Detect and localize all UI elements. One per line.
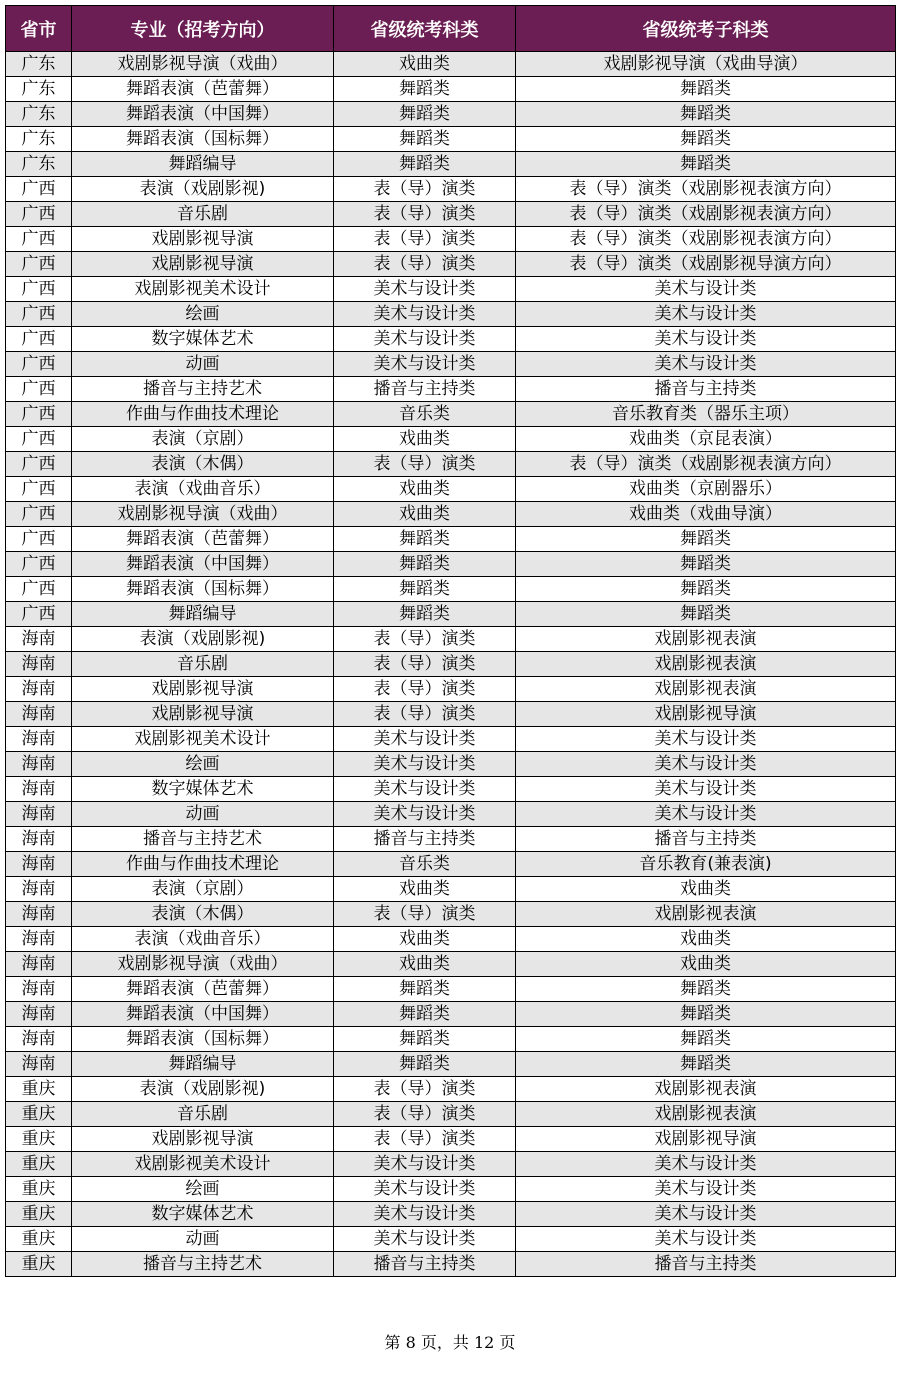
cell-exam-subcategory: 戏曲类	[516, 877, 896, 902]
cell-exam-category: 美术与设计类	[334, 1202, 516, 1227]
cell-province: 海南	[6, 627, 72, 652]
cell-exam-category: 美术与设计类	[334, 352, 516, 377]
cell-major: 表演（戏曲音乐）	[72, 927, 334, 952]
cell-exam-category: 音乐类	[334, 402, 516, 427]
table-row	[6, 227, 896, 252]
cell-exam-category: 表（导）演类	[334, 177, 516, 202]
cell-major: 播音与主持艺术	[72, 1252, 334, 1277]
cell-exam-subcategory: 表（导）演类（戏剧影视表演方向）	[516, 452, 896, 477]
cell-exam-category: 美术与设计类	[334, 777, 516, 802]
table-row	[6, 902, 896, 927]
cell-exam-subcategory: 表（导）演类（戏剧影视表演方向）	[516, 177, 896, 202]
table-header-row	[6, 6, 896, 52]
cell-major: 音乐剧	[72, 202, 334, 227]
cell-exam-subcategory: 戏曲类（京剧器乐）	[516, 477, 896, 502]
table-row	[6, 202, 896, 227]
cell-province: 广西	[6, 452, 72, 477]
cell-exam-category: 舞蹈类	[334, 152, 516, 177]
table-row	[6, 302, 896, 327]
table-row	[6, 977, 896, 1002]
cell-exam-subcategory: 舞蹈类	[516, 127, 896, 152]
cell-province: 广西	[6, 552, 72, 577]
cell-major: 戏剧影视美术设计	[72, 1152, 334, 1177]
table-row	[6, 552, 896, 577]
cell-province: 海南	[6, 977, 72, 1002]
cell-province: 海南	[6, 1052, 72, 1077]
cell-exam-category: 舞蹈类	[334, 1002, 516, 1027]
cell-exam-category: 美术与设计类	[334, 802, 516, 827]
cell-exam-category: 美术与设计类	[334, 327, 516, 352]
cell-major: 戏剧影视导演	[72, 677, 334, 702]
cell-exam-category: 表（导）演类	[334, 677, 516, 702]
cell-province: 重庆	[6, 1152, 72, 1177]
table-row	[6, 152, 896, 177]
cell-province: 广西	[6, 502, 72, 527]
table-row	[6, 627, 896, 652]
cell-exam-category: 戏曲类	[334, 927, 516, 952]
cell-major: 戏剧影视导演（戏曲）	[72, 952, 334, 977]
table-row	[6, 1227, 896, 1252]
cell-exam-subcategory: 戏曲类	[516, 952, 896, 977]
cell-exam-subcategory: 戏剧影视表演	[516, 902, 896, 927]
cell-major: 动画	[72, 802, 334, 827]
cell-exam-subcategory: 表（导）演类（戏剧影视导演方向）	[516, 252, 896, 277]
cell-major: 播音与主持艺术	[72, 827, 334, 852]
table-row	[6, 577, 896, 602]
cell-major: 舞蹈编导	[72, 152, 334, 177]
cell-exam-subcategory: 舞蹈类	[516, 527, 896, 552]
cell-exam-subcategory: 美术与设计类	[516, 327, 896, 352]
cell-exam-subcategory: 戏剧影视表演	[516, 1102, 896, 1127]
admissions-table	[5, 5, 896, 1277]
cell-exam-subcategory: 戏曲类（京昆表演）	[516, 427, 896, 452]
table-row	[6, 1127, 896, 1152]
cell-exam-subcategory: 美术与设计类	[516, 1227, 896, 1252]
table-row	[6, 177, 896, 202]
table-row	[6, 102, 896, 127]
cell-exam-category: 播音与主持类	[334, 827, 516, 852]
cell-major: 表演（木偶）	[72, 902, 334, 927]
cell-province: 广西	[6, 327, 72, 352]
table-row	[6, 952, 896, 977]
cell-major: 舞蹈编导	[72, 602, 334, 627]
cell-exam-subcategory: 播音与主持类	[516, 377, 896, 402]
cell-exam-category: 舞蹈类	[334, 577, 516, 602]
cell-province: 广西	[6, 227, 72, 252]
cell-exam-category: 舞蹈类	[334, 1027, 516, 1052]
cell-exam-subcategory: 播音与主持类	[516, 1252, 896, 1277]
cell-exam-category: 美术与设计类	[334, 1152, 516, 1177]
cell-major: 作曲与作曲技术理论	[72, 402, 334, 427]
table-row	[6, 327, 896, 352]
cell-exam-subcategory: 戏曲类	[516, 927, 896, 952]
cell-exam-subcategory: 美术与设计类	[516, 277, 896, 302]
cell-province: 重庆	[6, 1127, 72, 1152]
cell-province: 广西	[6, 602, 72, 627]
cell-exam-subcategory: 美术与设计类	[516, 1177, 896, 1202]
cell-province: 重庆	[6, 1177, 72, 1202]
table-row	[6, 402, 896, 427]
cell-exam-category: 表（导）演类	[334, 902, 516, 927]
table-row	[6, 1027, 896, 1052]
table-row	[6, 252, 896, 277]
cell-exam-subcategory: 戏剧影视导演	[516, 702, 896, 727]
cell-exam-subcategory: 戏剧影视导演（戏曲导演）	[516, 52, 896, 77]
cell-province: 广西	[6, 377, 72, 402]
table-row	[6, 1202, 896, 1227]
cell-province: 广西	[6, 352, 72, 377]
table-row	[6, 427, 896, 452]
cell-exam-category: 美术与设计类	[334, 277, 516, 302]
cell-exam-subcategory: 戏剧影视表演	[516, 1077, 896, 1102]
cell-major: 舞蹈表演（中国舞）	[72, 1002, 334, 1027]
cell-major: 舞蹈表演（国标舞）	[72, 1027, 334, 1052]
cell-province: 重庆	[6, 1252, 72, 1277]
cell-exam-category: 美术与设计类	[334, 1227, 516, 1252]
cell-major: 动画	[72, 1227, 334, 1252]
table-row	[6, 1002, 896, 1027]
cell-province: 重庆	[6, 1202, 72, 1227]
cell-major: 播音与主持艺术	[72, 377, 334, 402]
cell-province: 广东	[6, 52, 72, 77]
cell-major: 舞蹈表演（芭蕾舞）	[72, 527, 334, 552]
cell-exam-subcategory: 戏曲类（戏曲导演）	[516, 502, 896, 527]
cell-province: 广西	[6, 477, 72, 502]
cell-major: 音乐剧	[72, 652, 334, 677]
cell-major: 戏剧影视导演	[72, 227, 334, 252]
table-body	[6, 52, 896, 1277]
cell-province: 海南	[6, 852, 72, 877]
cell-exam-category: 表（导）演类	[334, 252, 516, 277]
cell-major: 戏剧影视导演	[72, 252, 334, 277]
cell-exam-subcategory: 舞蹈类	[516, 552, 896, 577]
table-row	[6, 477, 896, 502]
cell-exam-subcategory: 美术与设计类	[516, 302, 896, 327]
cell-exam-category: 表（导）演类	[334, 652, 516, 677]
cell-province: 海南	[6, 902, 72, 927]
cell-exam-category: 表（导）演类	[334, 1127, 516, 1152]
cell-exam-category: 表（导）演类	[334, 202, 516, 227]
cell-province: 重庆	[6, 1077, 72, 1102]
cell-major: 数字媒体艺术	[72, 777, 334, 802]
cell-major: 数字媒体艺术	[72, 1202, 334, 1227]
cell-exam-category: 舞蹈类	[334, 127, 516, 152]
cell-province: 重庆	[6, 1102, 72, 1127]
table-row	[6, 827, 896, 852]
cell-exam-subcategory: 美术与设计类	[516, 727, 896, 752]
cell-exam-subcategory: 舞蹈类	[516, 1027, 896, 1052]
cell-exam-category: 舞蹈类	[334, 77, 516, 102]
cell-province: 重庆	[6, 1227, 72, 1252]
cell-exam-category: 表（导）演类	[334, 1102, 516, 1127]
cell-province: 广东	[6, 152, 72, 177]
cell-exam-subcategory: 戏剧影视表演	[516, 652, 896, 677]
cell-major: 戏剧影视导演	[72, 702, 334, 727]
cell-exam-category: 舞蹈类	[334, 527, 516, 552]
cell-province: 海南	[6, 827, 72, 852]
cell-major: 作曲与作曲技术理论	[72, 852, 334, 877]
cell-province: 广西	[6, 202, 72, 227]
cell-exam-subcategory: 表（导）演类（戏剧影视表演方向）	[516, 227, 896, 252]
header-exam-category: 省级统考科类	[334, 6, 516, 52]
cell-exam-category: 舞蹈类	[334, 977, 516, 1002]
cell-major: 绘画	[72, 1177, 334, 1202]
cell-province: 广东	[6, 127, 72, 152]
cell-exam-category: 舞蹈类	[334, 602, 516, 627]
cell-province: 广西	[6, 277, 72, 302]
table-row	[6, 602, 896, 627]
cell-exam-category: 戏曲类	[334, 52, 516, 77]
cell-exam-subcategory: 美术与设计类	[516, 1202, 896, 1227]
cell-exam-category: 戏曲类	[334, 427, 516, 452]
cell-province: 广西	[6, 527, 72, 552]
cell-exam-category: 戏曲类	[334, 477, 516, 502]
cell-exam-category: 美术与设计类	[334, 727, 516, 752]
cell-exam-subcategory: 播音与主持类	[516, 827, 896, 852]
cell-exam-subcategory: 戏剧影视表演	[516, 677, 896, 702]
cell-exam-subcategory: 美术与设计类	[516, 802, 896, 827]
cell-major: 表演（京剧）	[72, 877, 334, 902]
table-row	[6, 777, 896, 802]
cell-major: 舞蹈表演（芭蕾舞）	[72, 77, 334, 102]
cell-exam-category: 戏曲类	[334, 877, 516, 902]
cell-province: 海南	[6, 777, 72, 802]
cell-province: 广西	[6, 577, 72, 602]
cell-major: 表演（戏曲音乐）	[72, 477, 334, 502]
cell-province: 海南	[6, 1002, 72, 1027]
cell-province: 海南	[6, 752, 72, 777]
cell-province: 广西	[6, 252, 72, 277]
cell-exam-category: 表（导）演类	[334, 702, 516, 727]
cell-province: 广西	[6, 302, 72, 327]
cell-exam-subcategory: 戏剧影视导演	[516, 1127, 896, 1152]
table-row	[6, 852, 896, 877]
cell-major: 舞蹈编导	[72, 1052, 334, 1077]
cell-major: 戏剧影视导演（戏曲）	[72, 52, 334, 77]
cell-major: 戏剧影视美术设计	[72, 727, 334, 752]
cell-exam-subcategory: 表（导）演类（戏剧影视表演方向）	[516, 202, 896, 227]
cell-exam-category: 音乐类	[334, 852, 516, 877]
cell-major: 表演（戏剧影视)	[72, 627, 334, 652]
table-row	[6, 377, 896, 402]
table-row	[6, 52, 896, 77]
table-row	[6, 452, 896, 477]
cell-major: 表演（戏剧影视)	[72, 1077, 334, 1102]
cell-exam-category: 美术与设计类	[334, 752, 516, 777]
table-row	[6, 752, 896, 777]
cell-major: 表演（京剧）	[72, 427, 334, 452]
cell-exam-subcategory: 舞蹈类	[516, 77, 896, 102]
cell-exam-subcategory: 美术与设计类	[516, 752, 896, 777]
cell-exam-subcategory: 舞蹈类	[516, 1002, 896, 1027]
table-row	[6, 1052, 896, 1077]
cell-province: 海南	[6, 1027, 72, 1052]
cell-major: 表演（木偶）	[72, 452, 334, 477]
cell-exam-category: 表（导）演类	[334, 1077, 516, 1102]
cell-major: 表演（戏剧影视)	[72, 177, 334, 202]
page-footer: 第 8 页，共 12 页	[384, 1333, 516, 1352]
cell-exam-category: 美术与设计类	[334, 1177, 516, 1202]
table-row	[6, 1177, 896, 1202]
table-row	[6, 277, 896, 302]
cell-exam-subcategory: 音乐教育类（器乐主项）	[516, 402, 896, 427]
table-row	[6, 652, 896, 677]
cell-exam-category: 表（导）演类	[334, 452, 516, 477]
cell-exam-category: 表（导）演类	[334, 227, 516, 252]
cell-province: 广东	[6, 102, 72, 127]
table-row	[6, 1152, 896, 1177]
table-row	[6, 352, 896, 377]
cell-province: 广西	[6, 177, 72, 202]
cell-major: 舞蹈表演（国标舞）	[72, 127, 334, 152]
cell-exam-subcategory: 美术与设计类	[516, 352, 896, 377]
table-row	[6, 502, 896, 527]
table-row	[6, 877, 896, 902]
cell-province: 海南	[6, 927, 72, 952]
cell-exam-category: 播音与主持类	[334, 1252, 516, 1277]
cell-province: 海南	[6, 952, 72, 977]
cell-major: 动画	[72, 352, 334, 377]
cell-exam-subcategory: 舞蹈类	[516, 577, 896, 602]
table-row	[6, 527, 896, 552]
cell-exam-subcategory: 戏剧影视表演	[516, 627, 896, 652]
cell-province: 海南	[6, 727, 72, 752]
cell-exam-category: 戏曲类	[334, 502, 516, 527]
cell-major: 绘画	[72, 752, 334, 777]
table-row	[6, 1077, 896, 1102]
cell-major: 舞蹈表演（芭蕾舞）	[72, 977, 334, 1002]
cell-major: 戏剧影视导演（戏曲）	[72, 502, 334, 527]
cell-province: 海南	[6, 652, 72, 677]
cell-exam-subcategory: 舞蹈类	[516, 602, 896, 627]
cell-major: 数字媒体艺术	[72, 327, 334, 352]
table-row	[6, 727, 896, 752]
header-exam-subcategory: 省级统考子科类	[516, 6, 896, 52]
table-row	[6, 802, 896, 827]
table-row	[6, 1252, 896, 1277]
cell-exam-subcategory: 音乐教育(兼表演)	[516, 852, 896, 877]
cell-exam-category: 舞蹈类	[334, 1052, 516, 1077]
table-row	[6, 1102, 896, 1127]
cell-exam-subcategory: 舞蹈类	[516, 977, 896, 1002]
cell-province: 海南	[6, 677, 72, 702]
cell-province: 海南	[6, 877, 72, 902]
cell-exam-subcategory: 美术与设计类	[516, 777, 896, 802]
cell-major: 绘画	[72, 302, 334, 327]
cell-province: 广西	[6, 427, 72, 452]
cell-exam-category: 美术与设计类	[334, 302, 516, 327]
header-province: 省市	[6, 6, 72, 52]
cell-province: 海南	[6, 802, 72, 827]
cell-exam-category: 表（导）演类	[334, 627, 516, 652]
cell-major: 舞蹈表演（中国舞）	[72, 102, 334, 127]
cell-province: 广西	[6, 402, 72, 427]
cell-exam-subcategory: 舞蹈类	[516, 1052, 896, 1077]
table-row	[6, 702, 896, 727]
header-major: 专业（招考方向）	[72, 6, 334, 52]
table-row	[6, 77, 896, 102]
cell-major: 戏剧影视导演	[72, 1127, 334, 1152]
cell-exam-subcategory: 舞蹈类	[516, 152, 896, 177]
cell-exam-category: 舞蹈类	[334, 102, 516, 127]
cell-exam-category: 播音与主持类	[334, 377, 516, 402]
cell-exam-category: 戏曲类	[334, 952, 516, 977]
table-row	[6, 127, 896, 152]
cell-major: 舞蹈表演（中国舞）	[72, 552, 334, 577]
cell-exam-subcategory: 舞蹈类	[516, 102, 896, 127]
cell-major: 音乐剧	[72, 1102, 334, 1127]
cell-major: 舞蹈表演（国标舞）	[72, 577, 334, 602]
cell-province: 海南	[6, 702, 72, 727]
cell-exam-category: 舞蹈类	[334, 552, 516, 577]
cell-exam-subcategory: 美术与设计类	[516, 1152, 896, 1177]
table-row	[6, 677, 896, 702]
cell-major: 戏剧影视美术设计	[72, 277, 334, 302]
cell-province: 广东	[6, 77, 72, 102]
table-row	[6, 927, 896, 952]
